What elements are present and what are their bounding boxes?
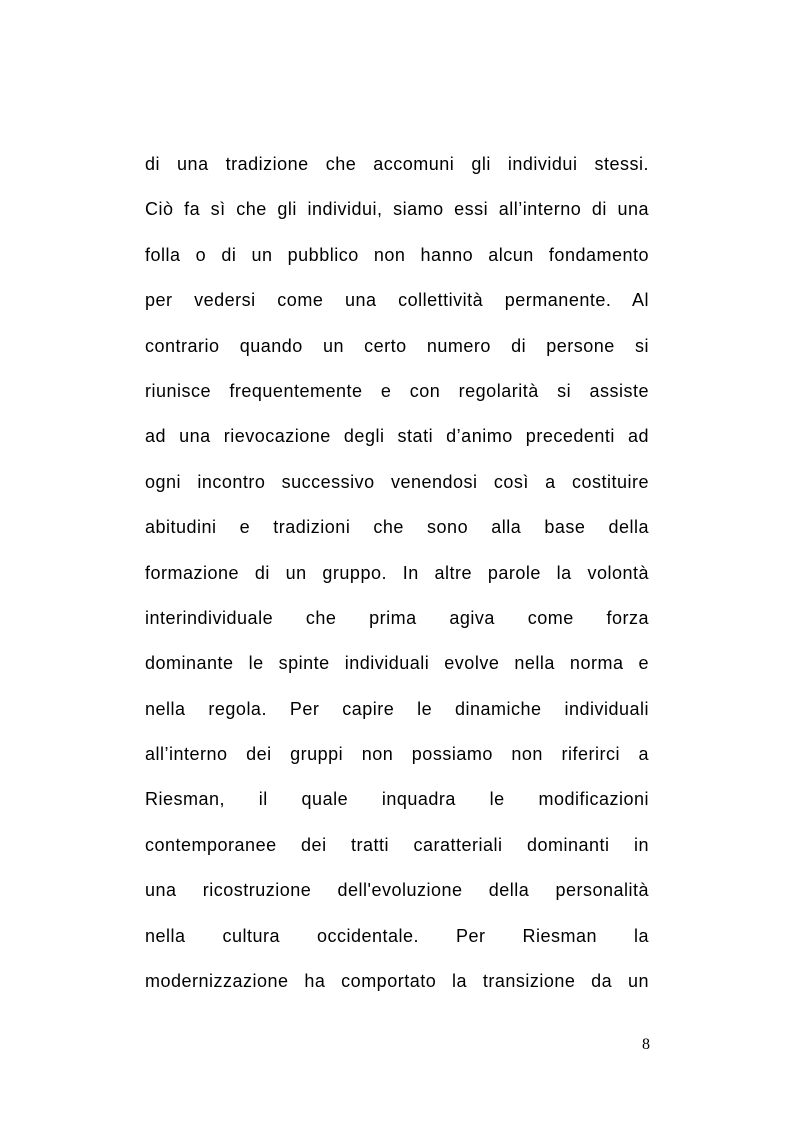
text-line: nella regola. Per capire le dinamiche individuali — [145, 698, 649, 719]
page-number: 8 — [642, 1036, 650, 1053]
text-line: di una tradizione che accomuni gli individui stessi. — [145, 154, 649, 174]
text-line: contemporanee dei tratti caratteriali dominanti in — [145, 834, 649, 855]
text-line: Ciò fa sì che gli individui, siamo essi all’interno di una — [145, 199, 649, 220]
text-line: per vedersi come una collettività permanente. Al — [145, 290, 649, 311]
text-line: abitudini e tradizioni che sono alla base della — [145, 517, 649, 538]
body-paragraph — [145, 147, 649, 1009]
text-line: ogni incontro successivo venendosi così a costituire — [145, 471, 649, 492]
text-line: modernizzazione ha comportato la transizione da un — [145, 971, 649, 992]
text-line: all’interno dei gruppi non possiamo non riferirci a — [145, 744, 649, 765]
text-line: Riesman, il quale inquadra le modificazioni — [145, 789, 649, 810]
text-line: folla o di un pubblico non hanno alcun fondamento — [145, 244, 649, 265]
text-line: contrario quando un certo numero di persone si — [145, 335, 649, 356]
text-line: interindividuale che prima agiva come forza — [145, 607, 649, 628]
text-line: ad una rievocazione degli stati d’animo precedenti ad — [145, 426, 649, 447]
text-line: dominante le spinte individuali evolve nella norma e — [145, 653, 649, 674]
text-line: nella cultura occidentale. Per Riesman la — [145, 925, 649, 946]
text-line: formazione di un gruppo. In altre parole la volontà — [145, 562, 649, 583]
text-line: una ricostruzione dell'evoluzione della personalità — [145, 880, 649, 901]
text-line: riunisce frequentemente e con regolarità si assiste — [145, 380, 649, 401]
